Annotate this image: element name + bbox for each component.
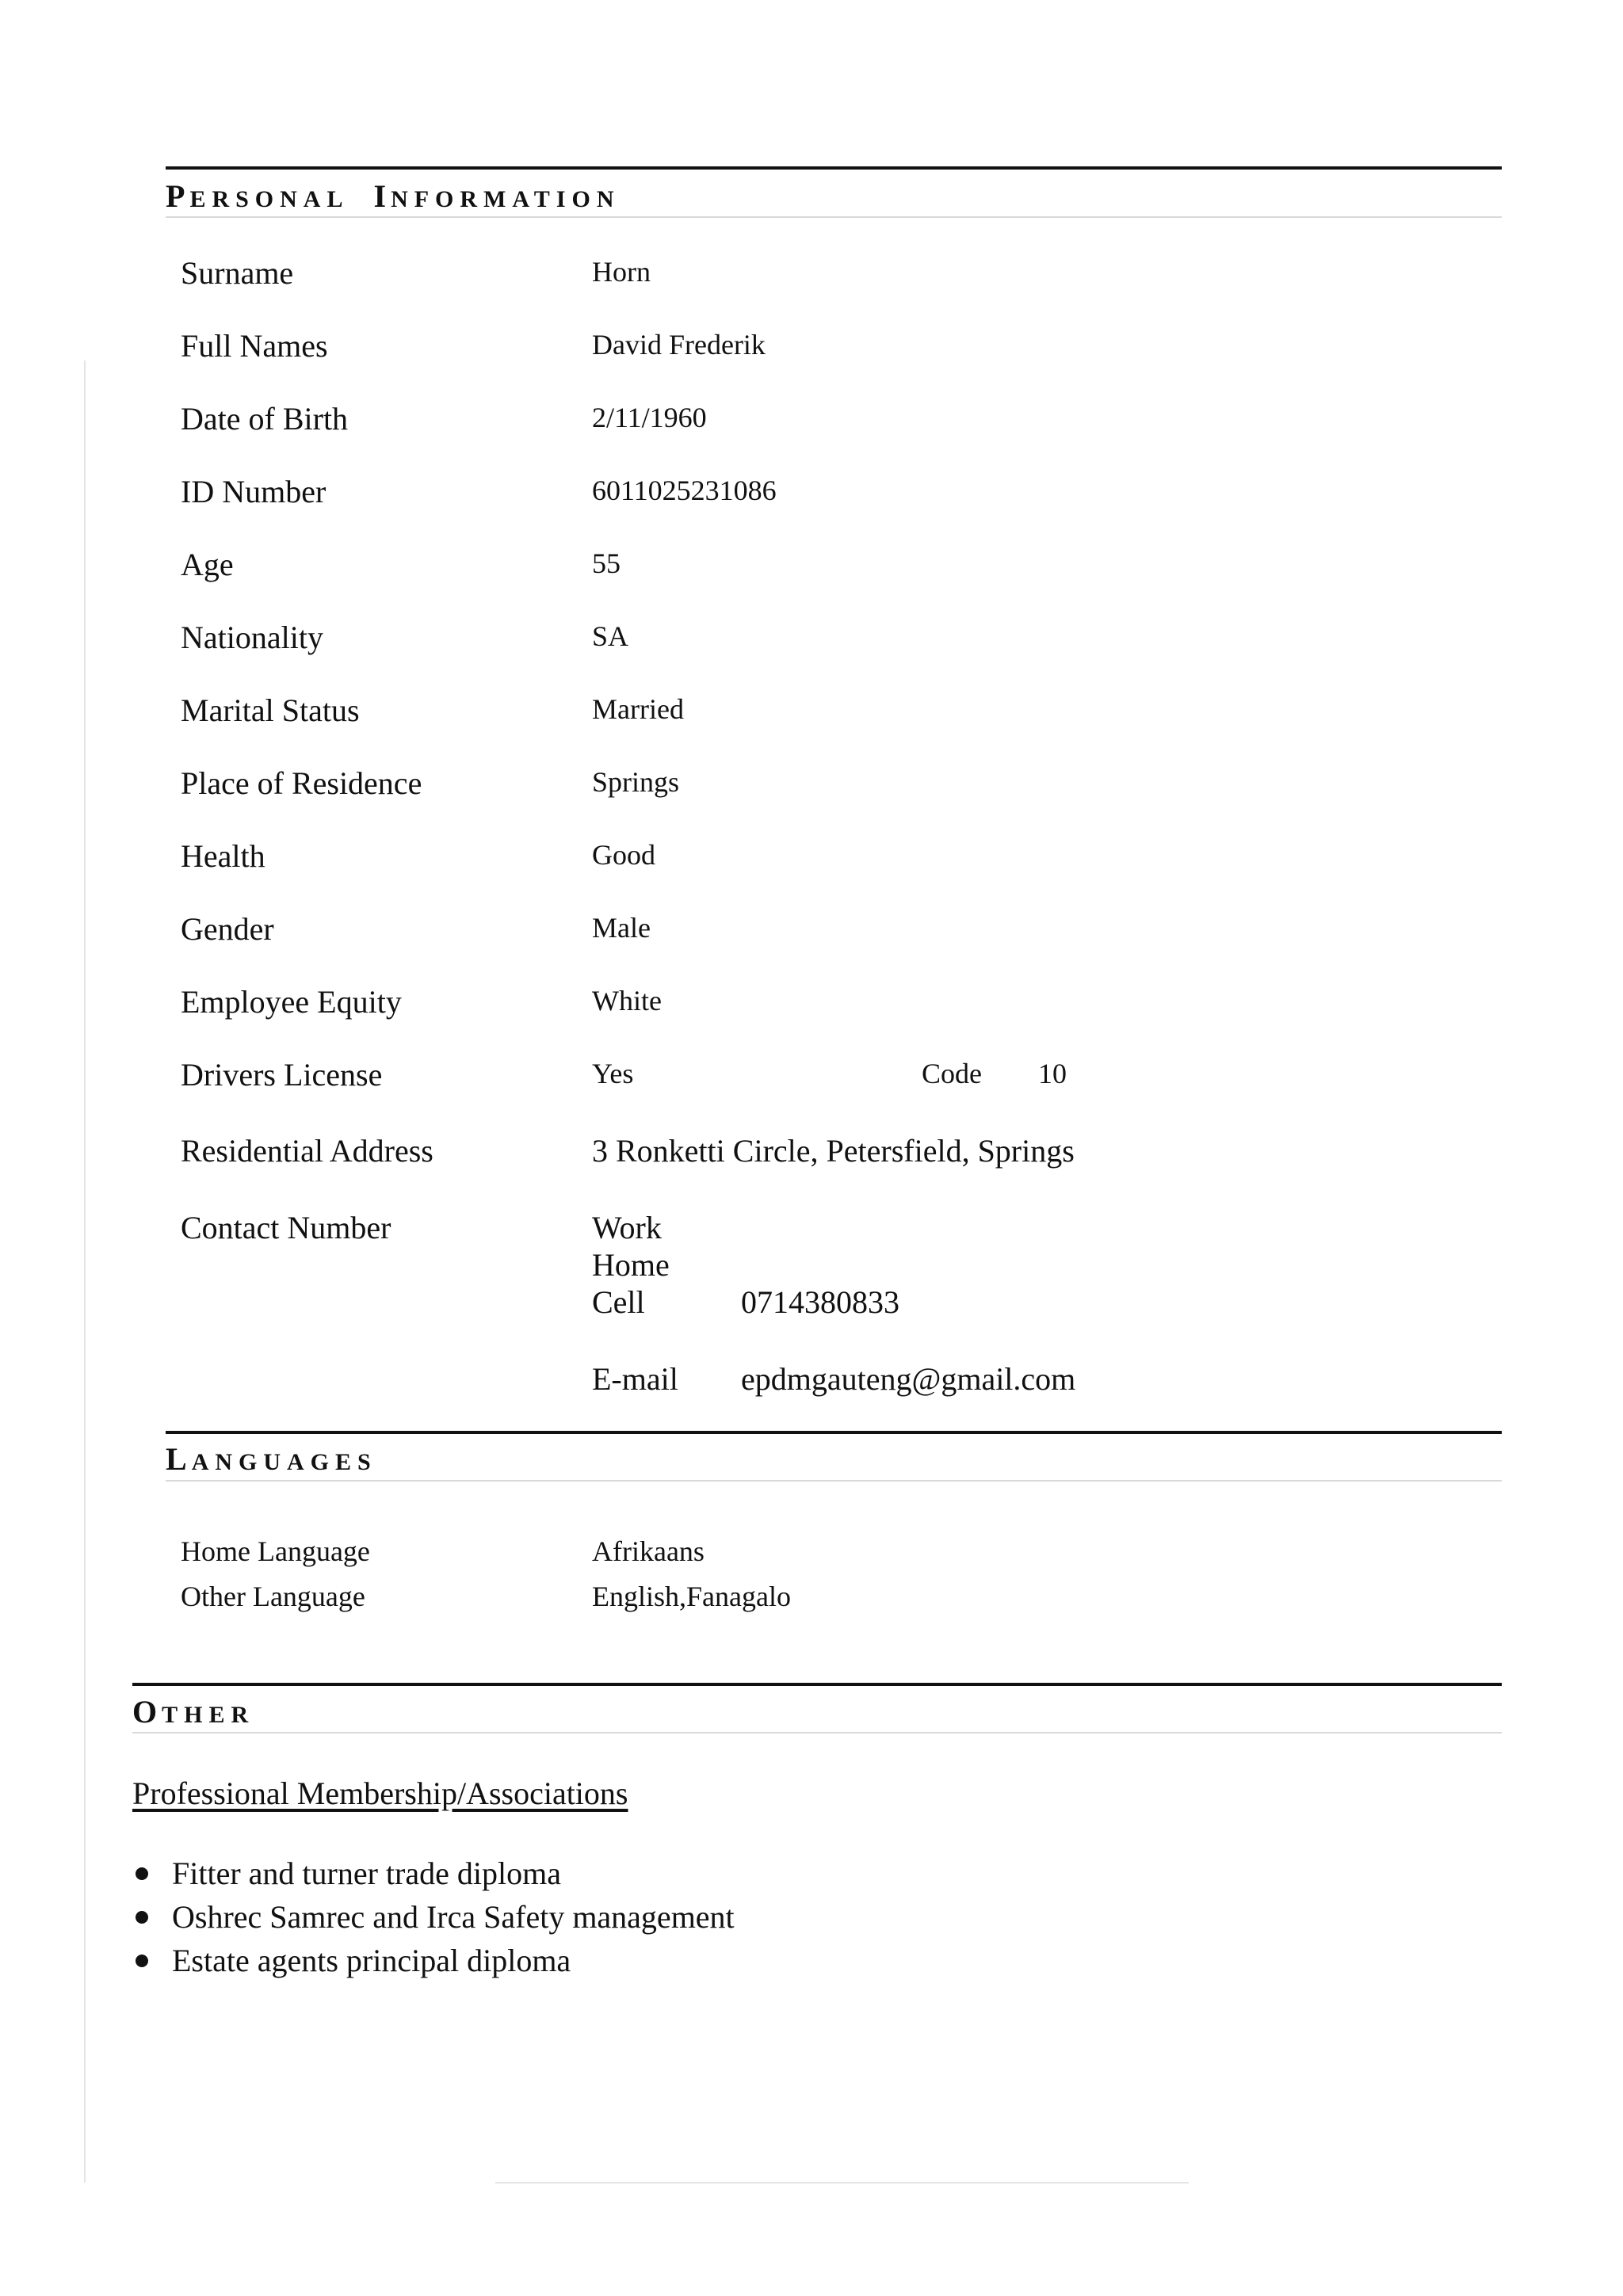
license-code-value: 10 (1038, 1058, 1067, 1089)
section-title-languages: LANGUAGES (166, 1441, 377, 1477)
home-language-label: Home Language (181, 1535, 370, 1567)
residential-address-value: 3 Ronketti Circle, Petersfield, Springs (592, 1133, 1075, 1169)
full-names-value: David Frederik (592, 329, 766, 360)
gender-value: Male (592, 912, 651, 944)
bullet-icon (136, 1955, 148, 1967)
employee-equity-value: White (592, 985, 662, 1016)
cell-phone-label: Cell (592, 1284, 645, 1320)
membership-heading: Professional Membership/Associations (132, 1775, 628, 1811)
marital-status-value: Married (592, 693, 684, 725)
employee-equity-label: Employee Equity (181, 984, 402, 1020)
cell-phone-value: 0714380833 (741, 1284, 899, 1320)
full-names-label: Full Names (181, 328, 328, 364)
gender-label: Gender (181, 911, 274, 947)
age-value: 55 (592, 547, 621, 579)
languages-bottom-rule (166, 1480, 1502, 1482)
drivers-license-label: Drivers License (181, 1057, 383, 1093)
nationality-value: SA (592, 620, 629, 652)
nationality-label: Nationality (181, 620, 323, 655)
residence-label: Place of Residence (181, 765, 422, 801)
residential-address-label: Residential Address (181, 1133, 433, 1169)
health-value: Good (592, 839, 655, 871)
surname-value: Horn (592, 256, 651, 288)
bullet-icon (136, 1867, 148, 1880)
surname-label: Surname (181, 255, 294, 291)
age-label: Age (181, 547, 234, 582)
personal-top-rule (166, 166, 1502, 170)
marital-status-label: Marital Status (181, 692, 360, 728)
list-item: Fitter and turner trade diploma (132, 1858, 735, 1901)
other-top-rule (132, 1683, 1502, 1686)
personal-bottom-rule (166, 216, 1502, 218)
other-language-value: English,Fanagalo (592, 1581, 791, 1612)
other-language-label: Other Language (181, 1581, 365, 1612)
dob-value: 2/11/1960 (592, 402, 707, 433)
license-code-label: Code (922, 1058, 982, 1089)
other-bottom-rule (132, 1732, 1502, 1733)
list-item: Estate agents principal diploma (132, 1945, 735, 1989)
bottom-margin-line (495, 2182, 1189, 2183)
membership-list (132, 1855, 735, 1989)
id-number-label: ID Number (181, 474, 327, 509)
contact-number-label: Contact Number (181, 1210, 391, 1245)
bullet-icon (136, 1911, 148, 1924)
languages-top-rule (166, 1431, 1502, 1434)
work-phone-label: Work (592, 1210, 662, 1245)
health-label: Health (181, 838, 265, 874)
email-label: E-mail (592, 1361, 678, 1397)
email-value: epdmgauteng@gmail.com (741, 1361, 1076, 1397)
list-item: Oshrec Samrec and Irca Safety management (132, 1901, 735, 1945)
section-title-personal-information: PERSONAL INFORMATION (166, 178, 621, 214)
left-margin-line (84, 360, 86, 2183)
dob-label: Date of Birth (181, 401, 349, 437)
id-number-value: 6011025231086 (592, 475, 777, 506)
home-phone-label: Home (592, 1247, 670, 1283)
residence-value: Springs (592, 766, 680, 798)
home-language-value: Afrikaans (592, 1535, 705, 1567)
drivers-license-value: Yes (592, 1058, 634, 1089)
section-title-other: OTHER (132, 1694, 255, 1730)
